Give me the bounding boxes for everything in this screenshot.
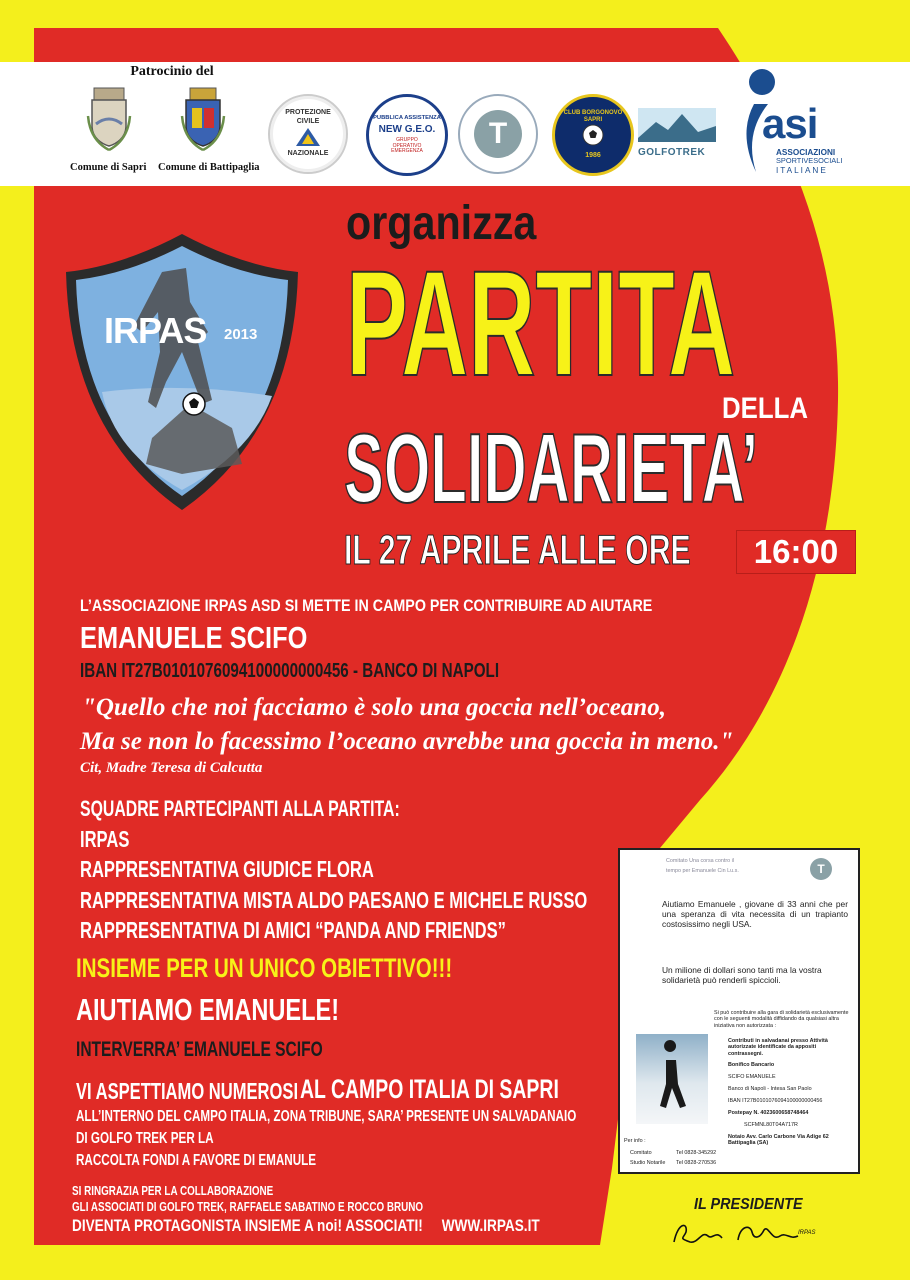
- sapri-crest-icon: [86, 86, 132, 152]
- team-item: RAPPRESENTATIVA GIUDICE FLORA: [80, 856, 374, 882]
- new-geo-sub-3: EMERGENZA: [391, 148, 423, 155]
- intro-text: L’ASSOCIAZIONE IRPAS ASD SI METTE IN CAMPO PER CONTRIBUIRE AD AIUTARE: [80, 596, 653, 615]
- piggybank-line-1: ALL’INTERNO DEL CAMPO ITALIA, ZONA TRIBUNE, SARA’ PRESENTE UN SALVADANAIO: [76, 1108, 577, 1125]
- comune-sapri-label: Comune di Sapri: [70, 162, 147, 173]
- event-time-text: 16:00: [753, 533, 839, 570]
- together-slogan: INSIEME PER UN UNICO OBIETTIVO!!!: [76, 953, 453, 983]
- football-icon: [582, 124, 604, 146]
- flyer-item-2-iban: IBAN IT27B0101076094100000000456: [728, 1098, 823, 1104]
- piggybank-line-2: DI GOLFO TREK PER LA: [76, 1130, 214, 1147]
- thanks-line-2: GLI ASSOCIATI DI GOLFO TREK, RAFFAELE SABATINO E ROCCO BRUNO: [72, 1199, 424, 1214]
- event-time-badge: [736, 530, 856, 574]
- flyer-header-1: Comitato Una corsa contro il: [666, 858, 735, 864]
- thanks-line-1: SI RINGRAZIA PER LA COLLABORAZIONE: [72, 1183, 274, 1198]
- flyer-contact-1-name: Comitato: [630, 1150, 652, 1156]
- soccer-ball-icon: [182, 392, 206, 416]
- piggybank-line-3: RACCOLTA FONDI A FAVORE DI EMANULE: [76, 1152, 317, 1169]
- patronage-label: Patrocinio del: [130, 64, 214, 79]
- irpas-emblem-year: 2013: [224, 326, 258, 343]
- team-item: RAPPRESENTATIVA DI AMICI “PANDA AND FRIENDS”: [80, 917, 506, 943]
- protezione-line-3: NAZIONALE: [287, 150, 329, 158]
- team-item: IRPAS: [80, 826, 130, 852]
- asi-logo: [734, 64, 843, 182]
- flyer-item-4: Notaio Avv. Carlo Carbone Via Adige 62 Battipaglia (SA): [728, 1134, 829, 1147]
- flyer-item-3-title: Postepay N. 4023600658748464: [728, 1110, 809, 1116]
- golfotrek-logo: [638, 108, 716, 156]
- teams-heading: SQUADRE PARTECIPANTI ALLA PARTITA:: [80, 796, 400, 821]
- flyer-paragraph-2: Un milione di dollari sono tanti ma la vostra solidarietà può renderli spiccioli.: [662, 965, 822, 985]
- quote-citation: Cit, Madre Teresa di Calcutta: [80, 760, 263, 776]
- signature-tag: IRPAS: [798, 1230, 816, 1236]
- flyer-item-2-name: SCIFO EMANUELE: [728, 1074, 776, 1080]
- event-date-text: IL 27 APRILE ALLE ORE: [344, 526, 691, 573]
- flyer-item-2-bank: Banco di Napoli - Intesa San Paolo: [728, 1086, 812, 1092]
- donation-flyer: [618, 848, 860, 1174]
- asi-line-1: ASSOCIAZIONI: [776, 148, 836, 157]
- protezione-line-1: PROTEZIONE: [285, 109, 331, 116]
- protezione-line-2: CIVILE: [296, 117, 320, 125]
- t-letter-icon: T: [488, 117, 508, 150]
- flyer-contact-2-name: Studio Notarile: [630, 1160, 666, 1166]
- flyer-contact-2-tel: Tel 0828-270536: [676, 1160, 717, 1166]
- partita-title: PARTITA: [346, 239, 736, 407]
- asi-line-2: SPORTIVESOCIALI: [776, 156, 843, 166]
- triangle-icon: [295, 127, 321, 147]
- new-geo-sub-1: GRUPPO: [396, 137, 418, 144]
- flyer-contact-1-tel: Tel 0828-345292: [676, 1150, 717, 1156]
- organizza-text: organizza: [346, 197, 537, 250]
- wait-text: VI ASPETTIAMO NUMEROSI: [76, 1078, 299, 1104]
- emanuele-photo: [636, 1034, 708, 1124]
- flyer-item-2-title: Bonifico Bancario: [728, 1062, 775, 1068]
- new-geo-logo: [366, 94, 448, 176]
- protezione-civile-logo: [268, 94, 348, 174]
- flyer-intro-small: Si può contribuire alla gara di solidarietà esclusivamente con le seguenti modalità diffidando da qualsiasi altra iniziativa non autorizzata :: [714, 1010, 849, 1029]
- irpas-emblem-name: IRPAS: [104, 310, 207, 351]
- president-signature: [668, 1216, 828, 1250]
- solidarieta-title: SOLIDARIETA’: [344, 413, 759, 523]
- new-geo-sub-2: OPERATIVO: [392, 142, 422, 149]
- flyer-paragraph-1: Aiutiamo Emanuele , giovane di 33 anni che per una speranza di vita necessita di un trapianto costosissimo negli USA.: [662, 899, 848, 929]
- flyer-header-2: tempo per Emanuele Cin Lu.s.: [666, 868, 739, 874]
- venue-text: AL CAMPO ITALIA DI SAPRI: [300, 1074, 559, 1104]
- flyer-item-1: Contributi in salvadanai presso Attività autorizzate identificate da appositi contrassegni.: [728, 1038, 828, 1057]
- beneficiary-name: EMANUELE SCIFO: [80, 620, 308, 655]
- club-year-label: 1986: [585, 151, 601, 159]
- asi-line-3: ITALIANE: [776, 165, 828, 175]
- president-title: IL PRESIDENTE: [694, 1196, 803, 1213]
- club-borgonovo-logo: [552, 94, 634, 176]
- quote-line-1: "Quello che noi facciamo è solo una goccia nell’oceano,: [82, 694, 666, 721]
- irpas-shield: [62, 232, 302, 514]
- new-geo-label: NEW G.E.O.: [378, 124, 436, 136]
- della-text: DELLA: [722, 392, 808, 425]
- quote-line-2: Ma se non lo facessimo l’oceano avrebbe una goccia in meno.": [80, 728, 734, 755]
- comune-battipaglia-label: Comune di Battipaglia: [158, 162, 260, 173]
- flyer-t-logo-icon: T: [810, 858, 832, 880]
- pubblica-assistenza-label: PUBBLICA ASSISTENZA: [373, 115, 441, 122]
- corsa-contro-tempo-logo: [458, 94, 538, 174]
- golfotrek-label: GOLFOTREK: [638, 147, 706, 158]
- flyer-info-label: Per info :: [624, 1138, 646, 1144]
- asi-wordmark: asi: [762, 100, 818, 147]
- attendance-text: INTERVERRA’ EMANUELE SCIFO: [76, 1038, 323, 1061]
- battipaglia-crest-icon: [180, 86, 226, 152]
- flyer-item-3-code: SCFMNL80T04A717R: [744, 1122, 798, 1128]
- footer-cta: DIVENTA PROTAGONISTA INSIEME A noi! ASSOCIATI! WWW.IRPAS.IT: [72, 1216, 540, 1235]
- help-slogan: AIUTIAMO EMANUELE!: [76, 992, 340, 1027]
- iban-text: IBAN IT27B0101076094100000000456 - BANCO DI NAPOLI: [80, 660, 500, 682]
- club-borgonovo-label: CLUB BORGONOVO SAPRI: [563, 110, 623, 124]
- team-item: RAPPRESENTATIVA MISTA ALDO PAESANO E MICHELE RUSSO: [80, 887, 588, 913]
